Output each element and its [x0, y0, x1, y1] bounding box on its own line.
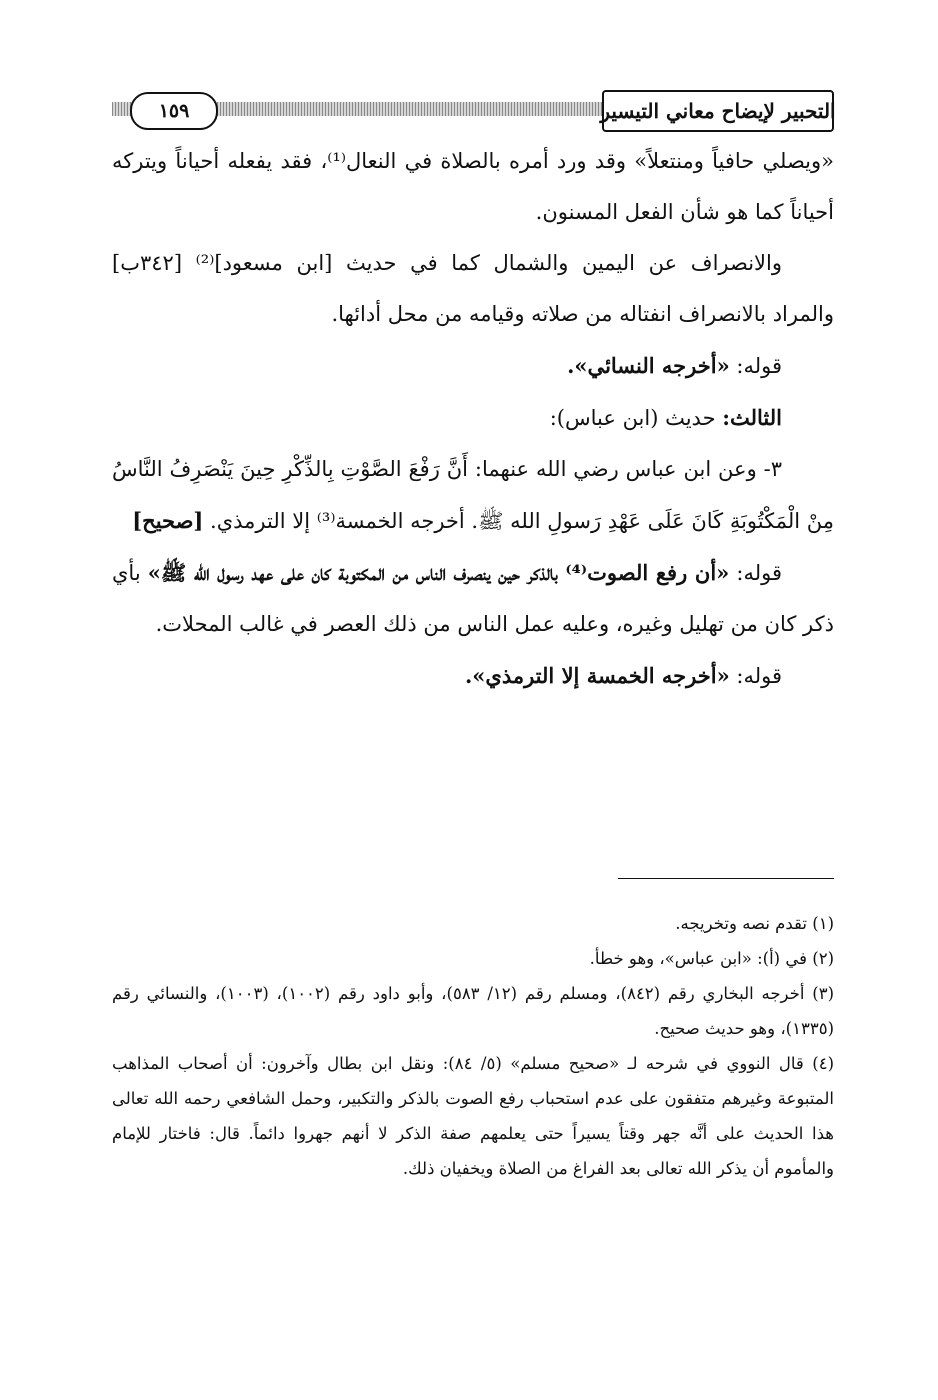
paragraph-3-prefix: قوله:: [729, 354, 782, 378]
page-number: ١٥٩: [130, 92, 218, 130]
footnote-4: (٤) قال النووي في شرحه لـ «صحيح مسلم» (٥/ ٨٤): ونقل ابن بطال وآخرون: أن أصحاب المذاهب المتبوعة وغيرهم متفقون على عدم استحباب رفع الصوت بالذكر والتكبير، وحمل الشافعي رحمه الله تعالى هذا الحديث على أنَّه جهر وقتاً يسيراً حتى يعلمهم صفة الذكر لا أنهم جهروا دائماً. قال: فاختار للإمام والمأموم أن يذكر الله تعالى بعد الفراغ من الصلاة ويخفيان ذلك.: [112, 1054, 834, 1178]
book-title: التحبير لإيضاح معاني التيسير: [602, 90, 834, 132]
footnote-2: (٢) في (أ): «ابن عباس»، وهو خطأ.: [589, 949, 834, 968]
paragraph-6-rest: بأي ذكر كان من تهليل وغيره، وعليه عمل الناس من ذلك العصر في غالب المحلات.: [112, 561, 834, 636]
paragraph-4-rest: حديث (ابن عباس):: [549, 406, 723, 430]
footnote-1: (١) تقدم نصه وتخريجه.: [675, 914, 834, 933]
paragraph-6-prefix: قوله:: [729, 561, 782, 585]
footnote-3: (٣) أخرجه البخاري رقم (٨٤٢)، ومسلم رقم (١٢/ ٥٨٣)، وأبو داود رقم (١٠٠٢)، (١٠٠٣)، والنسائي رقم (١٣٣٥)، وهو حديث صحيح.: [112, 984, 834, 1038]
paragraph-3-quote: «أخرجه النسائي».: [567, 353, 730, 378]
page-header: [112, 90, 834, 130]
paragraph-7-quote: «أخرجه الخمسة إلا الترمذي».: [464, 663, 730, 688]
paragraph-6-quote: «أن رفع الصوت⁽⁴⁾ بالذكر حين ينصرف الناس من المكتوبة كان على عهد رسول الله ﷺ»: [147, 560, 730, 585]
hadith-paragraph: [112, 444, 834, 547]
paragraph-3: [112, 340, 834, 392]
hadith-grade: [صحيح]: [132, 508, 204, 533]
hadith-text: ٣- وعن ابن عباس رضي الله عنهما: أَنَّ رَفْعَ الصَّوْتِ بِالذِّكْرِ حِينَ يَنْصَرِفُ النَّاسُ مِنْ الْمَكْتُوبَةِ كَانَ عَلَى عَهْدِ رَسولِ الله ﷺ. أخرجه الخمسة⁽³⁾ إلا الترمذي.: [112, 457, 834, 533]
section-heading-third: الثالث:: [722, 405, 782, 430]
footnotes: [112, 906, 834, 1186]
paragraph-2: والانصراف عن اليمين والشمال كما في حديث [ابن مسعود]⁽²⁾ [٣٤٢ب] والمراد بالانصراف انفتاله من صلاته وقيامه من محل أدائها.: [112, 251, 834, 326]
paragraph-6: [112, 547, 834, 650]
paragraph-1: «ويصلي حافياً ومنتعلاً» وقد ورد أمره بالصلاة في النعال⁽¹⁾، فقد يفعله أحياناً ويتركه أحياناً كما هو شأن الفعل المسنون.: [112, 149, 834, 224]
footnote-separator: [618, 878, 834, 879]
paragraph-7: [112, 650, 834, 702]
paragraph-4: [112, 392, 834, 444]
paragraph-7-prefix: قوله:: [729, 664, 782, 688]
main-text: [112, 136, 834, 702]
